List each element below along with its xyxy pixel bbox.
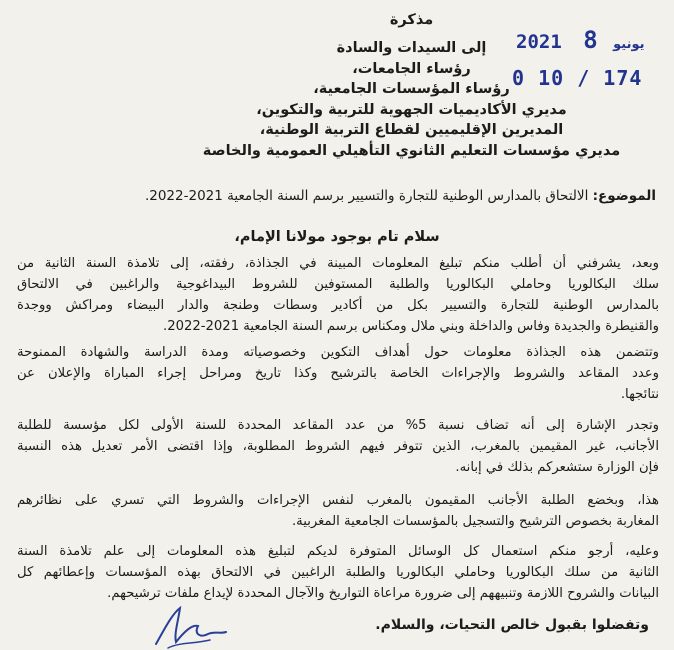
paragraph-line: الثانية من سلك البكالوريا وحاملي البكالوريا والطلبة الراغبين في الالتحاق بهذه المؤسسات وإعطائهم كل [17,565,659,580]
recipient-line: مديري مؤسسات التعليم الثانوي التأهيلي العمومية والخاصة [202,142,621,159]
recipient-line: مديري الأكاديميات الجهوية للتربية والتكوين، [256,101,567,118]
paragraph-line: نتائجها. [620,387,659,402]
stamp-day: 8 [583,26,598,54]
paragraph-line: وبعد، يشرفني أن أطلب منكم تبليغ المعلومات المبينة في الجذاذة، رفقته، إلى تلامذة السنة الثانية من [17,256,659,271]
paragraph-line: وتتضمن هذه الجذاذة معلومات حول أهداف التكوين وخصوصياته ومدة الدراسة والشهادة الممنوحة [17,345,659,360]
paragraph-line: وتجدر الإشارة إلى أنه تضاف نسبة 5% من عدد المقاعد المحددة للسنة الأولى لكل مؤسسة للطلبة [17,418,659,433]
paragraph [17,415,659,478]
memo-title: مذكرة [389,12,434,28]
paragraph-line: وعليه، أرجو منكم استعمال كل الوسائل المتوفرة لديكم لتبليغ هذه المعلومات إلى علم تلامذة السنة [17,544,659,559]
greeting: سلام تام بوجود مولانا الإمام، [234,229,440,245]
paragraph-line: المغاربة بخصوص الترشيح والتسجيل بالمؤسسات الجامعية المغربية. [291,514,659,529]
stamp-month: يونيو [613,37,645,52]
closing-line: وتفضلوا بقبول خالص التحيات، والسلام. [375,617,649,633]
paragraph [17,541,659,604]
recipient-line: المديرين الإقليميين لقطاع التربية الوطنية، [259,122,564,138]
paragraph [17,342,659,405]
paragraph-line: هذا، وبخضع الطلبة الأجانب المقيمون بالمغرب لنفس الإجراءات والشروط التي تسري على نظائرهم [17,493,659,508]
paragraph-line: الأجانب، غير المقيمين بالمغرب، الذين تتوفر فيهم الشروط المطلوبة، وإذا اقتضى الأمر تعديل هذه النسبة [17,439,659,454]
subject-line [145,188,656,204]
paragraph-line: والقنيطرة والجديدة وفاس والداخلة وبني ملال ومكناس برسم السنة الجامعية 2021-2022. [163,319,659,334]
paragraph [17,490,659,532]
paragraph [17,253,659,337]
recipient-line: رؤساء المؤسسات الجامعية، [313,81,510,97]
paragraph-line: بالمدارس الوطنية للتجارة والتسيير بكل من أكادير وسطات وطنجة والدار البيضاء ومراكش ووجدة [17,298,659,313]
recipients-block [149,38,674,161]
paragraph-line: البيانات والشروح اللازمة وتنبيههم إلى ضرورة مراعاة التواريخ والآجال المحددة لإيداع ملفات ترشيحهم. [107,586,659,601]
paragraph-line: فإن الوزارة ستشعركم بذلك في إبانه. [455,460,659,475]
subject-text: الالتحاق بالمدارس الوطنية للتجارة والتسيير برسم السنة الجامعية 2021-2022. [144,188,589,204]
reference-stamp: 0 10 / 174 [512,66,643,90]
signature-icon [150,604,230,650]
paragraph-line: سلك البكالوريا وحاملي البكالوريا والطلبة المستوفين للشروط البيداغوجية والراغبين في الالتحاق [17,277,659,292]
recipient-line: رؤساء الجامعات، [352,60,471,77]
subject-label: الموضوع: [592,188,656,204]
paragraph-line: وعدد المقاعد والشروط والإجراءات الخاصة بالترشيح وكذا تاريخ ومراحل إجراء المباراة والإعلان عن [17,366,659,381]
recipient-line: إلى السيدات والسادة [336,40,487,56]
stamp-year: 2021 [516,31,562,53]
